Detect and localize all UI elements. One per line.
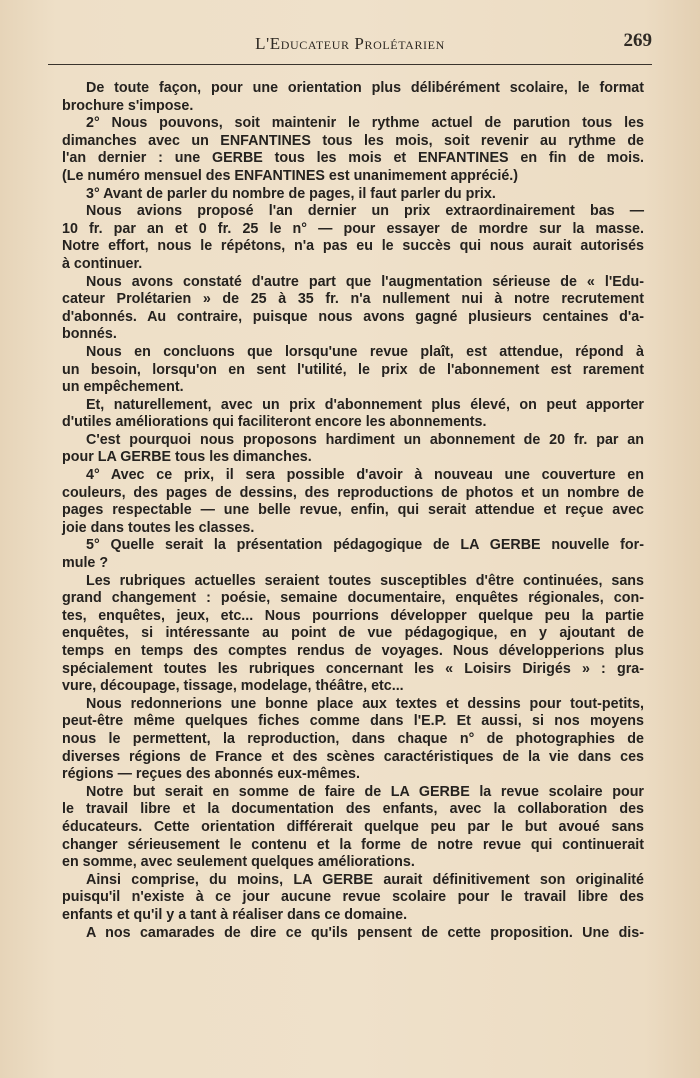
article-body [62,80,644,942]
text-line: grand changement : poésie, semaine documentaire, enquêtes régionales, con- [62,590,644,607]
text-line: un empêchement. [62,379,184,396]
text-line: (Le numéro mensuel des ENFANTINES est unanimement apprécié.) [62,167,519,184]
text-line: De toute façon, pour une orientation plus délibérément scolaire, le format [86,80,644,96]
text-line: nous le permettent, la reproduction, dans chaque n° de photographies de [62,730,644,747]
text-line: 4° Avec ce prix, il sera possible d'avoir à nouveau une couverture en [86,467,644,484]
text-line: le travail libre et la documentation des enfants, avec la collaboration des [62,801,644,818]
text-line: régions — reçues des abonnés eux-mêmes. [62,766,360,783]
text-line: bonnés. [62,326,117,343]
text-line: d'abonnés. Au contraire, puisque nous avons gagné plusieurs centaines d'a- [62,308,644,325]
text-line: un besoin, lorsqu'on en sent l'utilité, le prix de l'abonnement est rarement [62,361,644,378]
text-line: l'an dernier : une GERBE tous les mois et ENFANTINES en fin de mois. [62,150,644,167]
text-line: C'est pourquoi nous proposons hardiment un abonnement de 20 fr. par an [86,431,644,448]
text-line: Notre but serait en somme de faire de LA GERBE la revue scolaire pour [86,783,644,800]
text-line: Nous avons constaté d'autre part que l'augmentation sérieuse de « l'Edu- [86,273,644,290]
text-line: Ainsi comprise, du moins, LA GERBE aurait définitivement son originalité [86,871,644,888]
text-line: puisqu'il n'existe à ce jour aucune revue scolaire pour le travail libre des [62,889,644,906]
text-line: cateur Prolétarien » de 25 à 35 fr. n'a nullement nui à notre recrutement [62,291,644,308]
text-line: peut-être même quelques fiches comme dans l'E.P. Et aussi, si nos moyens [62,713,644,730]
text-line: diverses régions de France et des scènes caractéristiques de la vie dans ces [62,748,644,765]
text-line: en somme, avec seulement quelques améliorations. [62,854,415,871]
journal-title: L'Educateur Prolétarien [255,34,445,53]
running-header [48,30,652,65]
text-line: spécialement toutes les rubriques concernant les « Loisirs Dirigés » : gra- [62,660,644,677]
text-line: d'utiles améliorations qui faciliteront encore les abonnements. [62,414,487,431]
text-line: 2° Nous pouvons, soit maintenir le rythme actuel de parution tous les [86,115,644,132]
text-line: tes, enquêtes, jeux, etc... Nous pourrions développer quelque peu la partie [62,607,644,624]
text-line: éducateurs. Cette orientation différerait quelque peu par le but avoué sans [62,818,644,835]
text-line: à continuer. [62,255,143,272]
text-line: pages respectable — une belle revue, enfin, qui serait attendue et reçue avec [62,502,644,519]
text-line: mule ? [62,555,109,572]
text-line: joie dans toutes les classes. [62,519,255,536]
text-line: 3° Avant de parler du nombre de pages, il faut parler du prix. [86,185,496,202]
text-line: Notre effort, nous le répétons, n'a pas eu le succès qui nous aurait autorisés [62,238,644,255]
text-line: Nous en concluons que lorsqu'une revue plaît, est attendue, répond à [86,343,644,360]
text-line: A nos camarades de dire ce qu'ils pensent de cette proposition. Une dis- [86,924,644,941]
text-line: pour LA GERBE tous les dimanches. [62,449,312,466]
text-line: enquêtes, si intéressante au point de vue pédagogique, en y ajoutant de [62,625,644,642]
text-line: 5° Quelle serait la présentation pédagogique de LA GERBE nouvelle for- [86,537,644,554]
text-line: couleurs, des pages de dessins, des reproductions de photos et un nombre de [62,484,644,501]
text-line: vure, découpage, tissage, modelage, théâtre, etc... [62,678,404,695]
text-line: Nous avions proposé l'an dernier un prix extraordinairement bas — [86,203,644,220]
text-line: temps en temps des comptes rendus de voyages. Nous développerions plus [62,643,644,659]
text-line: dimanches avec un ENFANTINES tous les mois, soit revenir au rythme de [62,132,644,149]
text-line: 10 fr. par an et 0 fr. 25 le n° — pour essayer de mordre sur la masse. [62,220,644,237]
text-line: Les rubriques actuelles seraient toutes susceptibles d'être continuées, sans [86,572,644,589]
text-line: Et, naturellement, avec un prix d'abonnement plus élevé, on peut apporter [86,396,644,413]
page-number: 269 [623,30,652,51]
text-line: changer sérieusement le contenu et la forme de notre revue qui continuerait [62,836,644,853]
text-line: enfants et qu'il y a tant à réaliser dans ce domaine. [62,906,408,923]
text-line: Nous redonnerions une bonne place aux textes et dessins pour tout-petits, [86,695,644,712]
text-line: brochure s'impose. [62,97,194,114]
